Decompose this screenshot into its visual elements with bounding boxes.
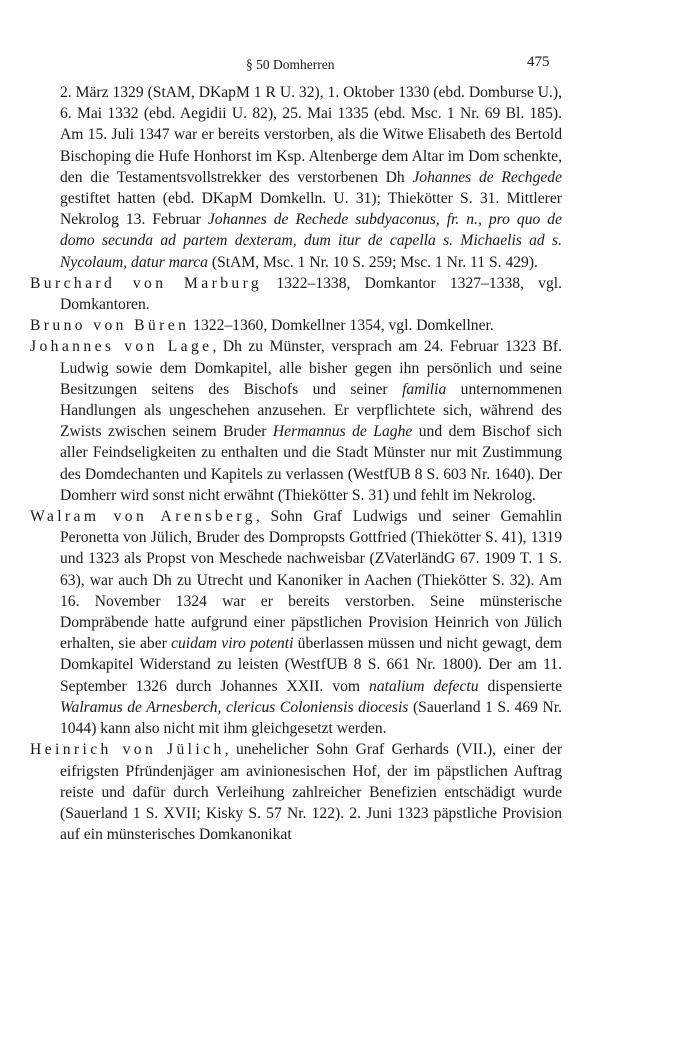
italic-text: Hermannus de Laghe bbox=[272, 423, 413, 441]
entry-burchard bbox=[30, 273, 562, 315]
italic-text: Johannes de Rechede subdyaconus, fr. n., pro quo de domo secunda ad partem dexteram, dum itur de capella s. Michaelis ad s. Nycolaum, datur marca bbox=[60, 211, 563, 271]
page-number: 475 bbox=[527, 54, 550, 70]
entry-name: Burchard von Marburg bbox=[30, 274, 263, 292]
entry-name: Johannes von Lage bbox=[30, 338, 213, 356]
text-segment: unternommenen Handlungen als ungeschehen anzusehen. Er verpflichtete sich, während des Zwists zwischen seinem Bruder bbox=[60, 380, 563, 441]
text-segment: , Dh zu Münster, versprach am 24. Februar 1323 Bf. Ludwig sowie dem Domkapitel, alle bisher gegen ihn persönlich und seine Besitzungen seitens des Bischofs und seiner bbox=[60, 338, 562, 398]
text-segment: (Sauerland 1 S. 469 Nr. 1044) kann also nicht mit ihm gleichgesetzt werden. bbox=[60, 698, 562, 738]
entry-heinrich bbox=[30, 739, 562, 845]
entry-walram bbox=[30, 506, 562, 739]
italic-text: cuidam viro potenti bbox=[171, 635, 294, 653]
text-segment: , unehelicher Sohn Graf Gerhards (VII.), einer der eifrigsten Pfründenjäger am avinionesischen Hof, der im päpstlichen Auftrag reiste und dafür durch Verleihung zahlreicher Benefizien entschädigt wurde (Sauerland 1 S. XVII; Kisky S. 57 Nr. 122). 2. Juni 1323 päpstliche Provision auf ein münsterisches Domkanonikat bbox=[60, 741, 563, 844]
text-segment: 1322–1360, Domkellner 1354, vgl. Domkellner. bbox=[189, 317, 494, 335]
running-title: § 50 Domherren bbox=[246, 57, 335, 72]
running-head bbox=[0, 54, 700, 74]
entry-continuation bbox=[30, 82, 562, 273]
entry-johannes-lage bbox=[30, 336, 562, 506]
italic-text: natalium defectu bbox=[369, 677, 479, 695]
text-segment: , Sohn Graf Ludwigs und seiner Gemahlin Peronetta von Jülich, Bruder des Dompropsts Gottfried (Thiekötter S. 41), 1319 und 1323 als Propst von Meschede nachweisbar (ZVaterländG 67. 1909 T. 1 S. 63), war auch Dh zu Utrecht und Kanoniker in Aachen (Thiekötter S. 32). Am 16. November 1324 war er bereits verstorben. Seine münsterische Dompräbende hatte aufgrund einer päpstlichen Provision Heinrich von Jülich erhalten, sie aber bbox=[60, 508, 562, 653]
entry-bruno bbox=[30, 315, 562, 336]
text-segment: gestiftet hatten (ebd. DKapM Domkelln. U. 31); Thiekötter S. 31. Mittlerer Nekrolog 13. Februar bbox=[60, 190, 562, 229]
italic-text: familia bbox=[402, 380, 447, 398]
entry-name: Heinrich von Jülich bbox=[30, 741, 225, 759]
text-segment: (StAM, Msc. 1 Nr. 10 S. 259; Msc. 1 Nr. 11 S. 429). bbox=[207, 253, 538, 271]
italic-text: Johannes de Rechgede bbox=[412, 168, 562, 186]
italic-text: Walramus de Arnesberch, clericus Coloniensis diocesis bbox=[60, 698, 409, 716]
text-segment: 1322–1338, Domkantor 1327–1338, vgl. Domkantoren. bbox=[60, 274, 562, 314]
text-segment: und dem Bischof sich aller Feindseligkeiten zu enthalten und die Stadt Münster nur mit Zustimmung des Domdechanten und Kapitels zu verlassen (WestfUB 8 S. 603 Nr. 1640). Der Domherr wird sonst nicht erwähnt (Thiekötter S. 31) und fehlt im Nekrolog. bbox=[60, 423, 562, 504]
entry-name: Bruno von Büren bbox=[30, 317, 190, 335]
text-segment: dispensierte bbox=[478, 677, 562, 695]
entry-name: Walram von Arensberg bbox=[30, 508, 256, 526]
main-text bbox=[30, 82, 562, 845]
text-segment: überlassen müssen und nicht gewagt, dem Domkapitel Widerstand zu leisten (WestfUB 8 S. 661 Nr. 1800). Der am 11. September 1326 durch Johannes XXII. vom bbox=[60, 635, 562, 695]
text-segment: 2. März 1329 (StAM, DKapM 1 R U. 32), 1. Oktober 1330 (ebd. Domburse U.), 6. Mai 1332 (ebd. Aegidii U. 82), 25. Mai 1335 (ebd. Msc. 1 Nr. 69 Bl. 185). Am 15. Juli 1347 war er bereits verstorben, als die Witwe Elisabeth des Bertold Bischoping die Hufe Honhorst im Ksp. Altenberge dem Altar im Dom schenkte, den die Testamentsvollstrekker des verstorbenen Dh bbox=[60, 84, 562, 186]
